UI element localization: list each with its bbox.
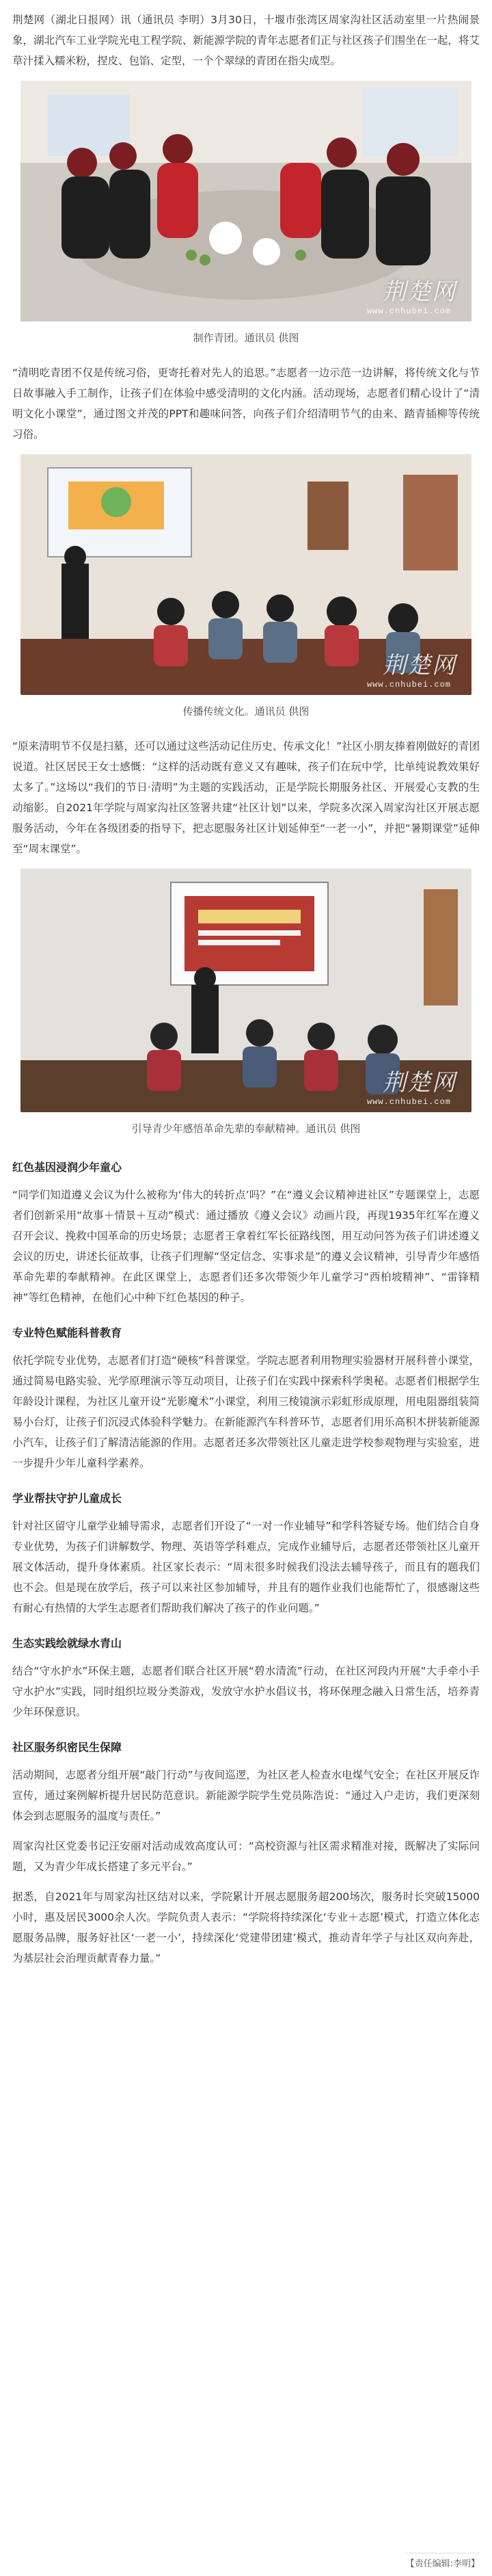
paragraph-6: 针对社区留守儿童学业辅导需求，志愿者们开设了“一对一作业辅导”和学科答疑专场。他们结合自身专业优势，为孩子们讲解数学、物理、英语等学科难点，完成作业辅导后，志愿者还带领社区儿童开展文体活动，提升身体素质。社区家长表示：“周末很多时候我们没法去辅导孩子，而且有的题我们也不会。但是现在放学后，孩子可以来社区参加辅导，并且有的题作业我们也能帮忙了，很感谢这些有耐心有热情的大学生志愿者们帮助我们解决了孩子的作业问题。” <box>12 1520 480 1614</box>
paragraph-4: “同学们知道遵义会议为什么被称为‘伟大的转折点’吗？”在“遵义会议精神进社区”专题课堂上，志愿者们创新采用“故事＋情景＋互动”模式：通过播放《遵义会议》动画片段，再现1935年红军在遵义召开会议、挽救中国革命的历史场景；志愿者王拿着红军长征路线图，用互动问答为孩子们讲述遵义会议的历史，讲述长征故事，让孩子们理解“坚定信念、实事求是”的遵义会议精神，引导青少年感悟革命先辈的奉献精神。在此区课堂上，志愿者们还多次带领少年儿童学习“西柏坡精神”、“雷锋精神”等红色精神，在他们心中种下红色基因的种子。 <box>12 1189 480 1304</box>
section-heading-study: 学业帮扶守护儿童成长 <box>12 1492 122 1505</box>
photo-culture-class <box>20 454 472 695</box>
photo3-caption: 引导青少年感悟革命先辈的奉献精神。通讯员 供图 <box>131 1122 361 1135</box>
paragraph-9: 周家沟社区党委书记汪安丽对活动成效高度认可：“高校资源与社区需求精准对接，既解决了实际问题，又为青少年成长搭建了多元平台。” <box>12 1840 480 1873</box>
paragraph-2: “清明吃青团不仅是传统习俗，更寄托着对先人的追思。”志愿者一边示范一边讲解，将传统文化与节日故事融入手工制作，让孩子们在体验中感受清明的文化内涵。活动现场，志愿者们精心设计了“清明文化小课堂”，通过图文并茂的PPT和趣味问答，向孩子们介绍清明节气的由来、踏青插柳等传统习俗。 <box>12 367 480 441</box>
editor-tag: 【责任编辑:李明】 <box>406 2553 480 2569</box>
photo-red-education <box>20 869 472 1112</box>
section-heading-red: 红色基因浸润少年童心 <box>12 1161 122 1174</box>
intro-paragraph: 荆楚网（湖北日报网）讯（通讯员 李明）3月30日，十堰市张湾区周家沟社区活动室里一片热闹景象，湖北汽车工业学院光电工程学院、新能源学院的青年志愿者们正与社区孩子们围坐在一起，将艾草汁揉入糯米粉，捏皮、包馅、定型，一个个翠绿的青团在指尖成型。 <box>12 14 480 67</box>
section-heading-service: 社区服务织密民生保障 <box>12 1741 122 1754</box>
watermark-url: www.cnhubei.com <box>366 680 451 689</box>
watermark-logo: 荆楚网 <box>383 278 456 306</box>
paragraph-8: 活动期间，志愿者分组开展“敲门行动”与夜间巡逻，为社区老人检查水电煤气安全；在社区开展反诈宣传，通过案例解析提升居民防范意识。新能源学院学生党员陈浩说：“通过入户走访，我们更深刻体会到志愿服务的温度与责任。” <box>12 1769 480 1822</box>
watermark-logo: 荆楚网 <box>383 1069 456 1096</box>
watermark-logo: 荆楚网 <box>383 652 456 679</box>
section-heading-ecology: 生态实践绘就绿水青山 <box>12 1637 122 1650</box>
photo1-caption: 制作青团。通讯员 供图 <box>193 332 299 344</box>
section-heading-science: 专业特色赋能科普教育 <box>12 1326 122 1339</box>
paragraph-3: “原来清明节不仅是扫墓，还可以通过这些活动记住历史、传承文化！”社区小朋友捧着刚做好的青团说道。社区居民王女士感慨：“这样的活动既有意义又有趣味，孩子们在玩中学，比单纯说教效果好太多了。”这场以“我们的节日·清明”为主题的实践活动，正是学院长期服务社区、开展爱心支教的生动缩影。自2021年学院与周家沟社区签署共建“社区计划”以来，学院多次深入周家沟社区开展志愿服务活动，今年在各级团委的指导下，把志愿服务社区计划延伸至“一老一小”，并把“暑期课堂”延伸至“周末课堂”。 <box>12 740 480 855</box>
photo-qingtuan <box>20 81 472 321</box>
paragraph-5: 依托学院专业优势，志愿者们打造“硬核”科普课堂。学院志愿者利用物理实验器材开展科普小课堂，通过简易电路实验、光学原理演示等互动项目，让孩子们在实践中探索科学奥秘。志愿者们根据学生年龄设计课程，为社区儿童开设“光影魔术”小课堂，利用三棱镜演示彩虹形成原理，用电阻器组装简易小台灯，让孩子们沉浸式体验科学魅力。在新能源汽车科普环节，志愿者们用乐高积木拼装新能源小汽车，让孩子们了解清洁能源的作用。志愿者还多次带领社区儿童走进学校参观物理与实验室，进一步提升少年儿童科学素养。 <box>12 1354 480 1469</box>
watermark-url: www.cnhubei.com <box>366 306 451 316</box>
paragraph-10: 据悉，自2021年与周家沟社区结对以来，学院累计开展志愿服务超200场次，服务时长突破15000小时，惠及居民3000余人次。学院负责人表示：“学院将持续深化‘专业＋志愿’模式，打造立体化志愿服务品牌，服务好社区‘一老一小’，持续深化‘党建带团建’模式，推动青年学子与社区双向奔赴，为基层社会治理贡献青春力量。” <box>12 1891 480 1964</box>
photo2-caption: 传播传统文化。通讯员 供图 <box>182 705 310 718</box>
watermark-url: www.cnhubei.com <box>366 1097 451 1107</box>
paragraph-7: 结合“守水护水”环保主题，志愿者们联合社区开展“碧水清流”行动，在社区河段内开展“大手牵小手守水护水”实践，同时组织垃圾分类游戏，发放守水护水倡议书，将环保理念融入日常生活，培养青少年环保意识。 <box>12 1665 480 1718</box>
